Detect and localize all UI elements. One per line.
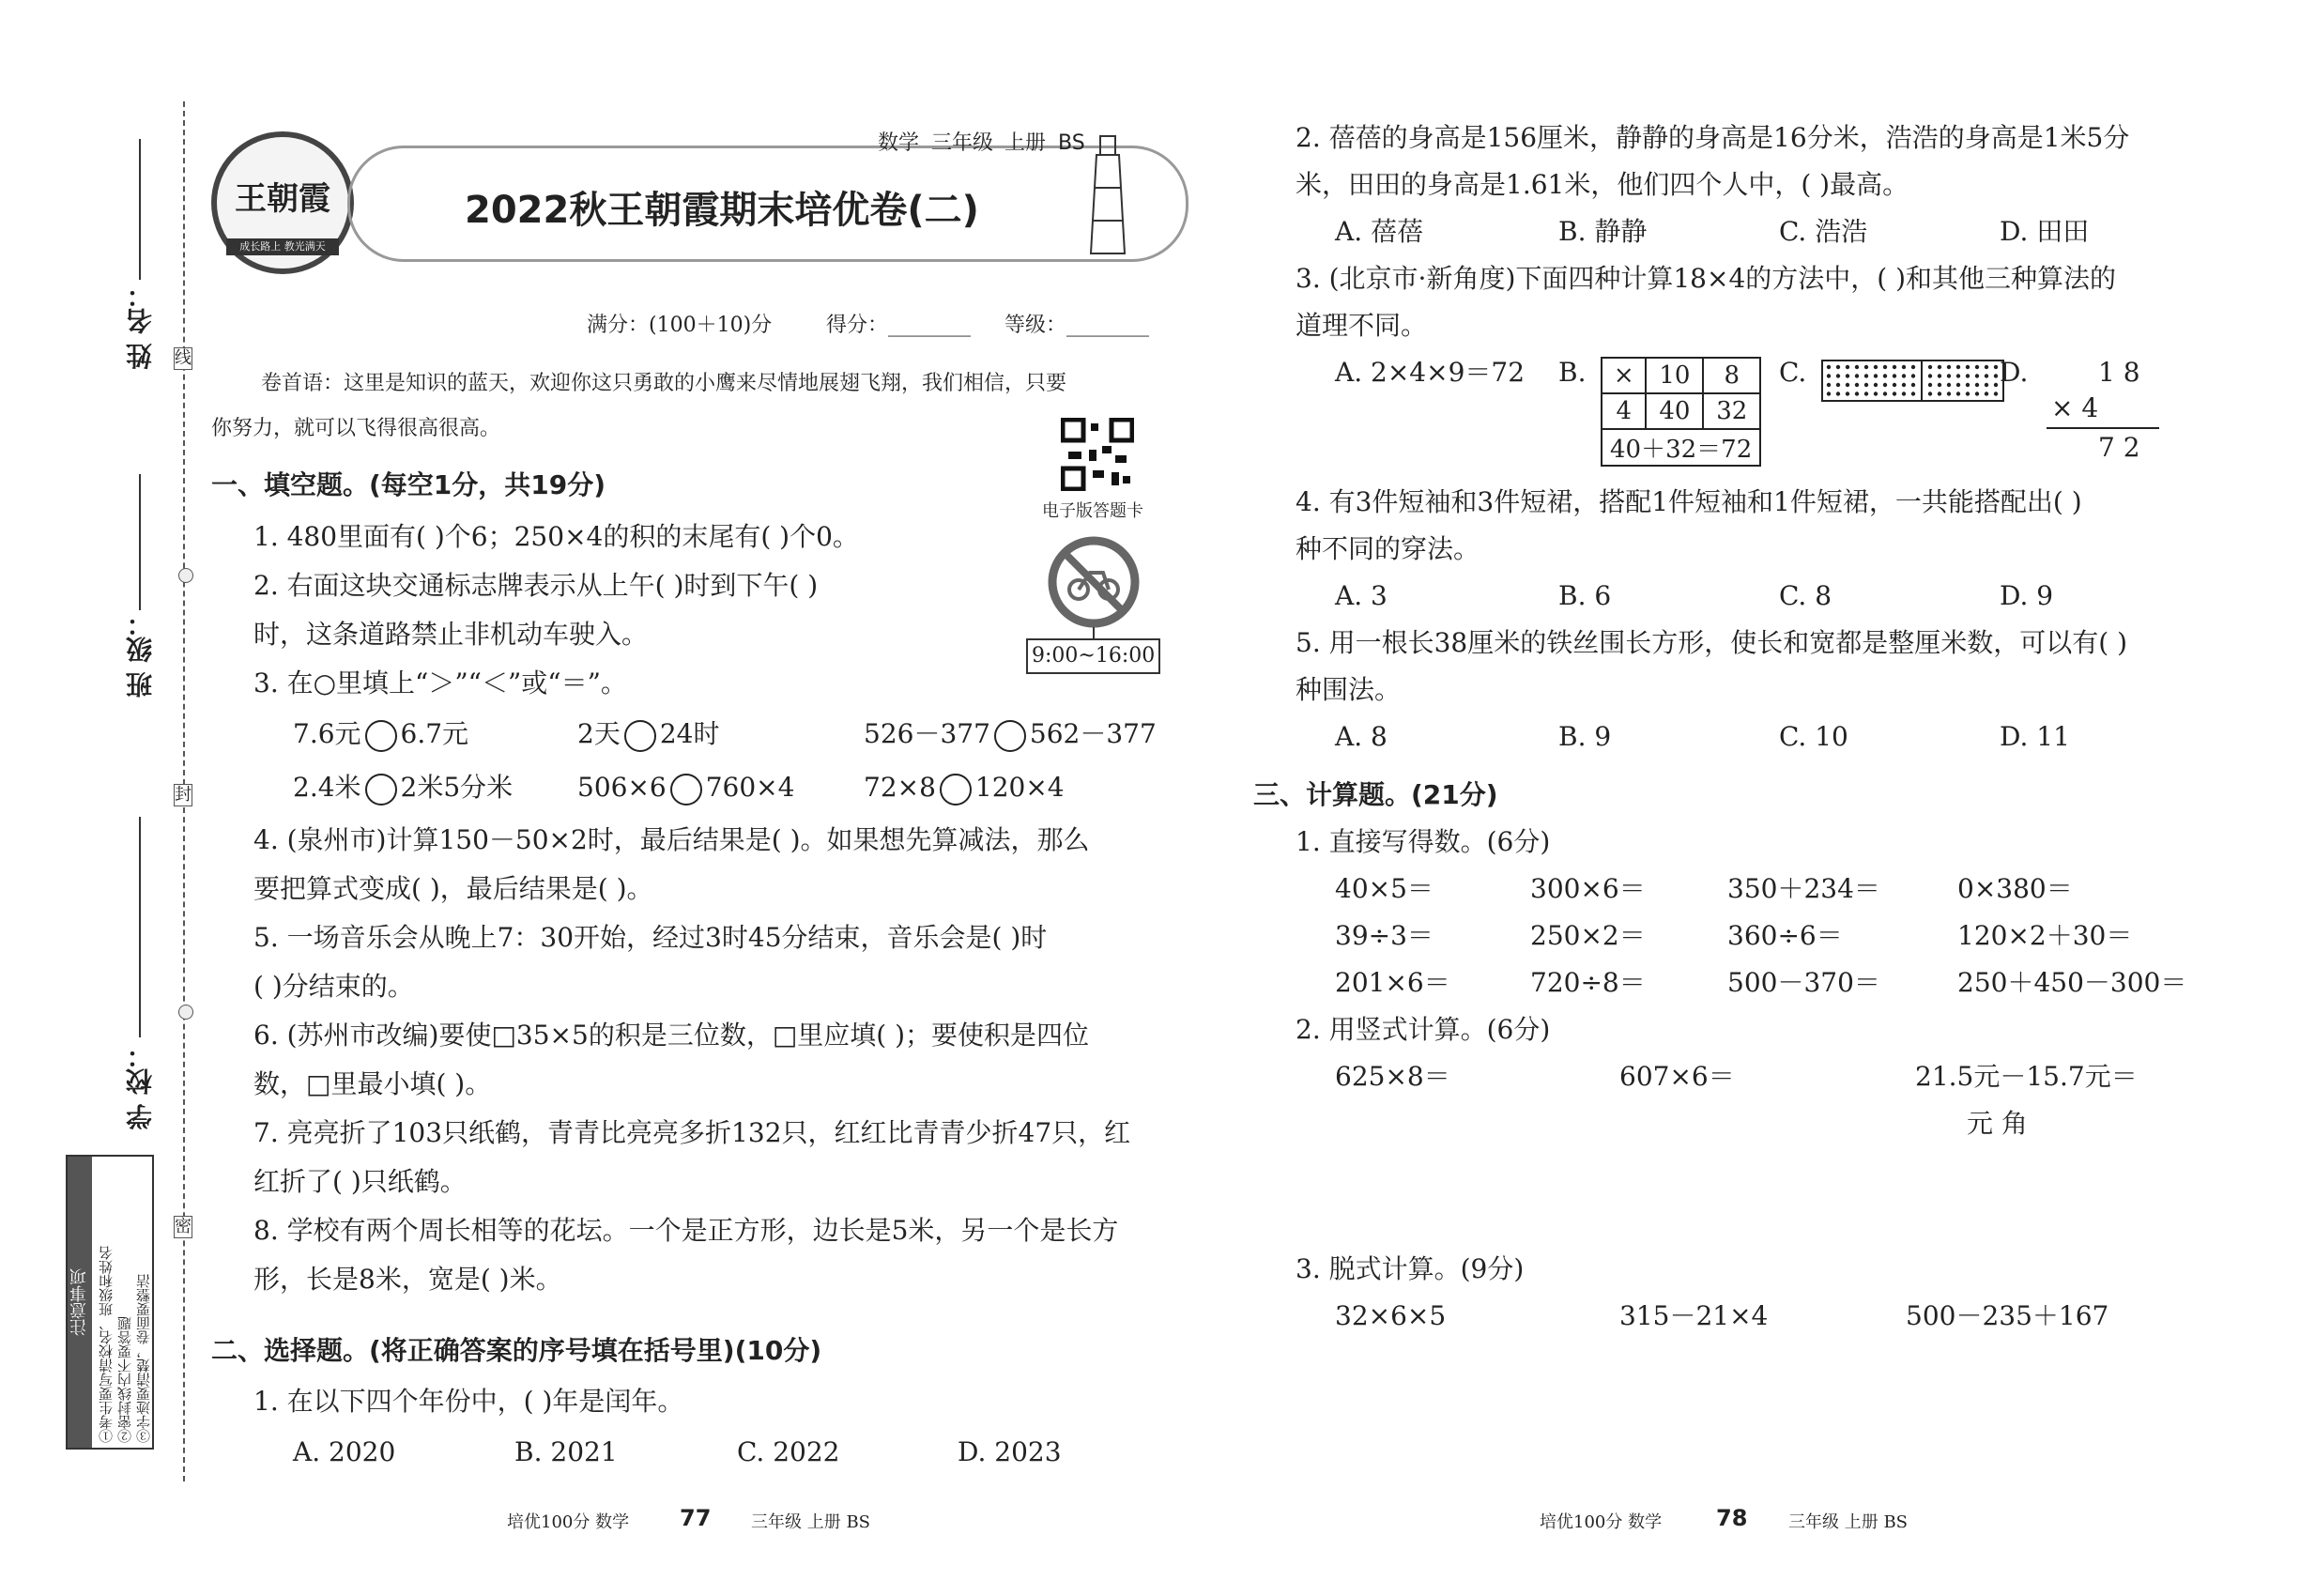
section-choice-heading: 二、选择题。(将正确答案的序号填在括号里)(10分) [211, 1335, 822, 1366]
oral-calc-item[interactable]: 201×6＝ [1335, 967, 1450, 998]
choice-option[interactable]: A. 蓓蓓 [1335, 216, 1424, 247]
fill-q8-line1: 8. 学校有两个周长相等的花坛。一个是正方形，边长是5米，另一个是长方 [253, 1215, 1119, 1246]
logo-text: 王朝霞 [235, 180, 330, 218]
footer-right-suffix: 三年级 上册 BS [1788, 1512, 1909, 1532]
compare-item: 526－377 562－377 [864, 718, 1157, 752]
dot [1874, 365, 1878, 369]
dot [1956, 391, 1960, 395]
intro-line: 卷首语：这里是知识的蓝天，欢迎你这只勇敢的小鹰来尽情地展翅飞翔，我们相信，只要 [261, 372, 1067, 395]
notice-item: ②密封线内不要答题 [116, 1316, 133, 1443]
meta-edition: BS [1058, 131, 1085, 155]
notice-title: 注意事项 [68, 1157, 92, 1448]
dot [1985, 365, 1988, 369]
dot [1994, 365, 1998, 369]
choice-option[interactable]: B. 6 [1558, 580, 1612, 611]
dot [1994, 374, 1998, 377]
compare-circle[interactable] [365, 720, 397, 752]
dot [1827, 383, 1831, 387]
notice-item: ①考生要写清校名、班级和姓名 [98, 1246, 115, 1443]
dot [1928, 383, 1932, 387]
fill-q2-line1: 2. 右面这块交通标志牌表示从上午( )时到下午( ) [253, 570, 819, 601]
class-label: 班 级： [125, 610, 156, 698]
compare-item: 72×8 120×4 [864, 772, 1065, 806]
dot [1874, 383, 1878, 387]
dot [1855, 365, 1859, 369]
meta-grade: 三年级 [931, 131, 994, 155]
dot [1846, 383, 1849, 387]
dot [1911, 374, 1915, 377]
dot [1938, 391, 1941, 395]
fill-q7-line2: 红折了( )只纸鹤。 [253, 1166, 467, 1197]
seal-mark-secret: 密 [175, 1217, 192, 1236]
dot [1985, 374, 1988, 377]
dot-array-icon [1821, 360, 2004, 402]
dot [1956, 383, 1960, 387]
calc-q1: 1. 直接写得数。(6分) [1296, 826, 1551, 857]
oral-calc-item[interactable]: 350＋234＝ [1727, 873, 1880, 904]
compare-item: 7.6元 6.7元 [293, 718, 468, 752]
calc-q3: 3. 脱式计算。(9分) [1296, 1253, 1525, 1284]
dot [1975, 374, 1979, 377]
notice-box [66, 1155, 154, 1450]
binding-hole-icon [178, 568, 193, 583]
dot [1855, 391, 1859, 395]
dot [1947, 374, 1951, 377]
name-label: 姓 名： [125, 282, 156, 370]
dot [1902, 374, 1906, 377]
fill-q5-line2: ( )分结束的。 [253, 971, 414, 1002]
dot [1966, 365, 1970, 369]
vertical-calc-line: 1 8 [2098, 357, 2140, 388]
step-calc-item[interactable]: 32×6×5 [1335, 1300, 1447, 1331]
choice-option[interactable]: B. 静静 [1558, 216, 1648, 247]
dot [1902, 391, 1906, 395]
dot [1864, 391, 1868, 395]
money-units: 元 角 [1967, 1108, 2028, 1139]
school-label: 学 校： [125, 1042, 156, 1130]
dot [1947, 391, 1951, 395]
dot [1994, 391, 1998, 395]
choice-option[interactable]: A. 2×4×9＝72 [1335, 357, 1526, 388]
oral-calc-item[interactable]: 500－370＝ [1727, 967, 1880, 998]
exam-title: 2022秋王朝霞期末培优卷(二) [465, 189, 979, 232]
vertical-calc-line: 7 2 [2098, 432, 2140, 463]
dot [1938, 374, 1941, 377]
compare-circle[interactable] [994, 720, 1026, 752]
qr-code-icon [1061, 418, 1134, 491]
vertical-calc-line: × 4 [2051, 392, 2099, 423]
dot [1966, 383, 1970, 387]
notice-item: ③字迹要清楚，卷面要整洁 [135, 1274, 152, 1443]
choice-option-d[interactable]: D. [2000, 357, 2029, 388]
dot [1938, 365, 1941, 369]
oral-calc-item[interactable]: 39÷3＝ [1335, 920, 1434, 951]
choice-option-c[interactable]: C. [1779, 357, 1807, 388]
calc-q2: 2. 用竖式计算。(6分) [1296, 1014, 1551, 1045]
dot [1864, 374, 1868, 377]
lighthouse-icon [1080, 127, 1136, 258]
no-bicycle-sign-icon [1047, 535, 1141, 629]
sign-pole [1093, 627, 1095, 638]
dot [1928, 374, 1932, 377]
fill-q7-line1: 7. 亮亮折了103只纸鹤，青青比亮亮多折132只，红红比青青少折47只，红 [253, 1117, 1131, 1148]
oral-calc-item[interactable]: 120×2＋30＝ [1957, 920, 2133, 951]
meta-volume: 上册 [1004, 131, 1047, 155]
compare-circle[interactable] [365, 774, 397, 806]
dot [1928, 391, 1932, 395]
choice-q4-line1: 4. 有3件短袖和3件短裙，搭配1件短袖和1件短裙，一共能搭配出( ) [1296, 486, 2082, 517]
dot [1836, 365, 1840, 369]
step-calc-item[interactable]: 500－235＋167 [1906, 1300, 2109, 1331]
footer-left-suffix: 三年级 上册 BS [751, 1512, 871, 1532]
choice-q2-line2: 米，田田的身高是1.61米，他们四个人中，( )最高。 [1296, 169, 1909, 200]
choice-option[interactable]: B. 2021 [514, 1436, 618, 1467]
choice-option[interactable]: B. 9 [1558, 721, 1612, 752]
sign-time: 9:00~16:00 [1026, 638, 1160, 674]
choice-q1: 1. 在以下四个年份中，( )年是闰年。 [253, 1386, 684, 1417]
choice-option[interactable]: A. 8 [1335, 721, 1388, 752]
binding-hole-icon [178, 1005, 193, 1020]
choice-q5-line2: 种围法。 [1296, 674, 1402, 705]
vertical-calc-rule [2047, 427, 2159, 429]
class-line [139, 474, 141, 610]
dot [1883, 374, 1887, 377]
oral-calc-item[interactable]: 300×6＝ [1530, 873, 1646, 904]
dot [1883, 365, 1887, 369]
dot [1827, 365, 1831, 369]
dot [1956, 374, 1960, 377]
dot [1947, 383, 1951, 387]
choice-option[interactable]: C. 2022 [737, 1436, 840, 1467]
dot [1855, 374, 1859, 377]
fill-q3: 3. 在○里填上“＞”“＜”或“＝”。 [253, 668, 627, 698]
dot [1928, 365, 1932, 369]
dot [1836, 374, 1840, 377]
dot [1975, 391, 1979, 395]
dot [1874, 391, 1878, 395]
choice-option[interactable]: D. 田田 [2000, 216, 2090, 247]
fill-q4-line2: 要把算式变成( )，最后结果是( )。 [253, 873, 653, 904]
section-fill-heading: 一、填空题。(每空1分，共19分) [211, 469, 606, 500]
vertical-calc-item[interactable]: 21.5元－15.7元＝ [1915, 1061, 2138, 1092]
seal-mark-line: 线 [175, 348, 192, 368]
choice-option-b[interactable]: B. [1558, 357, 1587, 388]
full-score: 满分：(100＋10)分 [587, 314, 773, 337]
compare-circle[interactable] [624, 720, 656, 752]
oral-calc-item[interactable]: 720÷8＝ [1530, 967, 1646, 998]
dot [1846, 365, 1849, 369]
choice-option[interactable]: D. 2023 [958, 1436, 1062, 1467]
dot [1893, 374, 1896, 377]
step-calc-item[interactable]: 315－21×4 [1619, 1300, 1769, 1331]
dot [1827, 391, 1831, 395]
dot [1975, 383, 1979, 387]
dot [1855, 383, 1859, 387]
dot [1902, 383, 1906, 387]
dot [1836, 391, 1840, 395]
choice-option[interactable]: A. 2020 [293, 1436, 396, 1467]
dot [1985, 383, 1988, 387]
dot [1938, 383, 1941, 387]
compare-item: 2.4米 2米5分米 [293, 772, 513, 806]
dot [1911, 383, 1915, 387]
dot [1864, 383, 1868, 387]
fill-q1: 1. 480里面有( )个6；250×4的积的末尾有( )个0。 [253, 521, 859, 552]
dot [1893, 391, 1896, 395]
compare-item: 2天 24时 [577, 718, 719, 752]
choice-q2-line1: 2. 蓓蓓的身高是156厘米，静静的身高是16分米，浩浩的身高是1米5分 [1296, 122, 2130, 153]
compare-item: 506×6 760×4 [577, 772, 794, 806]
oral-calc-item[interactable]: 40×5＝ [1335, 873, 1434, 904]
choice-q3-line1: 3. (北京市·新角度)下面四种计算18×4的方法中，( )和其他三种算法的 [1296, 263, 2117, 294]
compare-circle[interactable] [940, 774, 972, 806]
dot [1911, 365, 1915, 369]
meta-subject: 数学 [878, 131, 920, 155]
oral-calc-item[interactable]: 360÷6＝ [1727, 920, 1843, 951]
fill-q8-line2: 形，长是8米，宽是( )米。 [253, 1264, 562, 1295]
choice-option[interactable]: D. 9 [2000, 580, 2054, 611]
grade-field[interactable]: 等级：________ [1004, 314, 1150, 337]
dot [1902, 365, 1906, 369]
dot [1883, 391, 1887, 395]
fill-q5-line1: 5. 一场音乐会从晚上7：30开始，经过3时45分结束，音乐会是( )时 [253, 922, 1048, 953]
score-field[interactable]: 得分：________ [826, 314, 972, 337]
choice-option[interactable]: A. 3 [1335, 580, 1388, 611]
dot [1846, 391, 1849, 395]
dot [1864, 365, 1868, 369]
dot [1947, 365, 1951, 369]
dot [1911, 391, 1915, 395]
page-number-right: 78 [1716, 1505, 1748, 1531]
dot [1893, 383, 1896, 387]
dot [1874, 374, 1878, 377]
dot [1966, 374, 1970, 377]
qr-label: 电子版答题卡 [1042, 501, 1143, 521]
section-calc-heading: 三、计算题。(21分) [1253, 779, 1498, 810]
oral-calc-item[interactable]: 250×2＝ [1530, 920, 1646, 951]
brand-logo [211, 131, 354, 274]
dot [1827, 374, 1831, 377]
choice-option[interactable]: C. 8 [1779, 580, 1832, 611]
dot [1994, 383, 1998, 387]
oral-calc-item[interactable]: 0×380＝ [1957, 873, 2073, 904]
vertical-calc-item[interactable]: 625×8＝ [1335, 1061, 1450, 1092]
choice-option[interactable]: D. 11 [2000, 721, 2070, 752]
dot [1883, 383, 1887, 387]
vertical-calc-item[interactable]: 607×6＝ [1619, 1061, 1735, 1092]
footer-right-prefix: 培优100分 数学 [1540, 1512, 1663, 1532]
oral-calc-item[interactable]: 250＋450－300＝ [1957, 967, 2187, 998]
choice-option[interactable]: C. 10 [1779, 721, 1848, 752]
dot [1836, 383, 1840, 387]
dot [1956, 365, 1960, 369]
page-number-left: 77 [680, 1505, 712, 1531]
school-line [139, 817, 141, 1037]
dot [1966, 391, 1970, 395]
choice-option[interactable]: C. 浩浩 [1779, 216, 1868, 247]
seal-mark-seal: 封 [175, 785, 192, 805]
name-line [139, 139, 141, 280]
choice-q5-line1: 5. 用一根长38厘米的铁丝围长方形，使长和宽都是整厘米数，可以有( ) [1296, 627, 2127, 658]
fill-q4-line1: 4. (泉州市)计算150－50×2时，最后结果是( )。如果想先算减法，那么 [253, 824, 1090, 855]
fill-q6-line2: 数，□里最小填( )。 [253, 1068, 492, 1099]
dot [1975, 365, 1979, 369]
fill-q2-line2: 时，这条道路禁止非机动车驶入。 [253, 619, 649, 650]
multiplication-table: × 10 8 4 40 32 40＋32＝72 [1601, 357, 1761, 467]
compare-circle[interactable] [670, 774, 702, 806]
choice-q4-line2: 种不同的穿法。 [1296, 533, 1480, 564]
intro-line: 你努力，就可以飞得很高很高。 [211, 417, 501, 440]
dot [1985, 391, 1988, 395]
dot [1893, 365, 1896, 369]
choice-q3-line2: 道理不同。 [1296, 310, 1428, 341]
logo-sub: 成长路上 教光满天 [226, 238, 339, 255]
dot [1846, 374, 1849, 377]
fill-q6-line1: 6. (苏州市改编)要使□35×5的积是三位数，□里应填( )；要使积是四位 [253, 1020, 1090, 1051]
footer-left-prefix: 培优100分 数学 [507, 1512, 630, 1532]
